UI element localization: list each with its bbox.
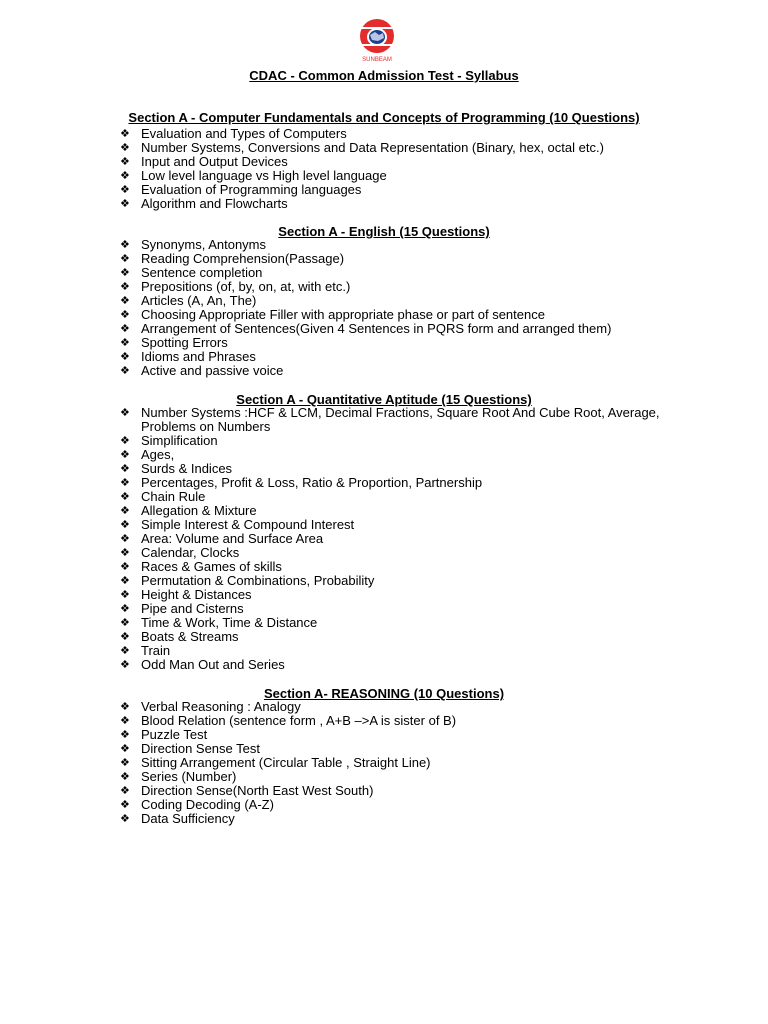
page-title: CDAC - Common Admission Test - Syllabus bbox=[249, 68, 519, 83]
list-item: ❖ Spotting Errors bbox=[120, 335, 228, 350]
bullet-icon: ❖ bbox=[120, 407, 130, 419]
bullet-icon: ❖ bbox=[120, 603, 130, 615]
bullet-icon: ❖ bbox=[120, 813, 130, 825]
bullet-icon: ❖ bbox=[120, 505, 130, 517]
list-item: ❖ Direction Sense(North East West South) bbox=[120, 783, 374, 798]
bullet-icon: ❖ bbox=[120, 142, 130, 154]
bullet-icon: ❖ bbox=[120, 323, 130, 335]
section-heading: Section A- REASONING (10 Questions) bbox=[263, 686, 505, 701]
sunbeam-logo bbox=[359, 16, 399, 64]
list-item: ❖ Active and passive voice bbox=[120, 363, 284, 378]
list-item: ❖ Prepositions (of, by, on, at, with etc.) bbox=[120, 279, 351, 294]
bullet-icon: ❖ bbox=[120, 128, 130, 140]
bullet-icon: ❖ bbox=[120, 701, 130, 713]
list-item: ❖ Articles (A, An, The) bbox=[120, 293, 257, 308]
section-list bbox=[120, 127, 680, 211]
list-item: ❖ Coding Decoding (A-Z) bbox=[120, 797, 274, 812]
list-item: ❖ Idioms and Phrases bbox=[120, 349, 256, 364]
list-item: ❖ Simple Interest & Compound Interest bbox=[120, 517, 355, 532]
bullet-icon: ❖ bbox=[120, 533, 130, 545]
bullet-icon: ❖ bbox=[120, 757, 130, 769]
bullet-icon: ❖ bbox=[120, 435, 130, 447]
list-item: ❖ Verbal Reasoning : Analogy bbox=[120, 699, 301, 714]
bullet-icon: ❖ bbox=[120, 575, 130, 587]
list-item: ❖ Low level language vs High level language bbox=[120, 168, 387, 183]
list-item: ❖ Time & Work, Time & Distance bbox=[120, 615, 318, 630]
list-item: ❖ Surds & Indices bbox=[120, 461, 233, 476]
bullet-icon: ❖ bbox=[120, 771, 130, 783]
list-item: ❖ Evaluation of Programming languages bbox=[120, 182, 362, 197]
bullet-icon: ❖ bbox=[120, 295, 130, 307]
list-item: ❖ Sitting Arrangement (Circular Table , Straight Line) bbox=[120, 755, 431, 770]
section-heading: Section A - Quantitative Aptitude (15 Questions) bbox=[236, 392, 532, 407]
bullet-icon: ❖ bbox=[120, 743, 130, 755]
list-item: ❖ Simplification bbox=[120, 433, 218, 448]
list-item: ❖ Reading Comprehension(Passage) bbox=[120, 251, 345, 266]
list-item: ❖ Permutation & Combinations, Probability bbox=[120, 573, 375, 588]
list-item: ❖ Pipe and Cisterns bbox=[120, 601, 244, 616]
list-item: ❖ Number Systems, Conversions and Data Representation (Binary, hex, octal etc.) bbox=[120, 140, 604, 155]
bullet-icon: ❖ bbox=[120, 253, 130, 265]
list-item: ❖ Boats & Streams bbox=[120, 629, 239, 644]
list-item: ❖ Series (Number) bbox=[120, 769, 237, 784]
list-item: ❖ Ages, bbox=[120, 447, 175, 462]
bullet-icon: ❖ bbox=[120, 170, 130, 182]
logo-text: SUNBEAM bbox=[362, 57, 392, 63]
list-item: ❖ Odd Man Out and Series bbox=[120, 657, 285, 672]
bullet-icon: ❖ bbox=[120, 729, 130, 741]
bullet-icon: ❖ bbox=[120, 617, 130, 629]
section-list bbox=[120, 238, 680, 378]
bullet-icon: ❖ bbox=[120, 351, 130, 363]
logo-icon bbox=[359, 16, 399, 64]
bullet-icon: ❖ bbox=[120, 799, 130, 811]
list-item: ❖ Choosing Appropriate Filler with appropriate phase or part of sentence bbox=[120, 307, 545, 322]
list-item: ❖ Direction Sense Test bbox=[120, 741, 260, 756]
bullet-icon: ❖ bbox=[120, 281, 130, 293]
list-item: ❖ Synonyms, Antonyms bbox=[120, 237, 266, 252]
list-item: ❖ Data Sufficiency bbox=[120, 811, 235, 826]
bullet-icon: ❖ bbox=[120, 239, 130, 251]
bullet-icon: ❖ bbox=[120, 477, 130, 489]
bullet-icon: ❖ bbox=[120, 267, 130, 279]
bullet-icon: ❖ bbox=[120, 645, 130, 657]
bullet-icon: ❖ bbox=[120, 785, 130, 797]
section-heading: Section A - English (15 Questions) bbox=[278, 224, 490, 239]
bullet-icon: ❖ bbox=[120, 715, 130, 727]
list-item: ❖ Height & Distances bbox=[120, 587, 252, 602]
bullet-icon: ❖ bbox=[120, 184, 130, 196]
list-item: ❖ Arrangement of Sentences(Given 4 Sentences in PQRS form and arranged them) bbox=[120, 321, 612, 336]
bullet-icon: ❖ bbox=[120, 463, 130, 475]
bullet-icon: ❖ bbox=[120, 365, 130, 377]
list-item: ❖ Train bbox=[120, 643, 171, 658]
bullet-icon: ❖ bbox=[120, 561, 130, 573]
bullet-icon: ❖ bbox=[120, 631, 130, 643]
list-item: ❖ Calendar, Clocks bbox=[120, 545, 240, 560]
section-list bbox=[120, 700, 680, 826]
section-list bbox=[120, 406, 680, 672]
bullet-icon: ❖ bbox=[120, 547, 130, 559]
bullet-icon: ❖ bbox=[120, 519, 130, 531]
bullet-icon: ❖ bbox=[120, 309, 130, 321]
list-item: ❖ Sentence completion bbox=[120, 265, 263, 280]
list-item: ❖ Algorithm and Flowcharts bbox=[120, 196, 288, 211]
list-item: ❖ Puzzle Test bbox=[120, 727, 208, 742]
list-item: ❖ Races & Games of skills bbox=[120, 559, 282, 574]
bullet-icon: ❖ bbox=[120, 491, 130, 503]
bullet-icon: ❖ bbox=[120, 659, 130, 671]
bullet-icon: ❖ bbox=[120, 156, 130, 168]
list-item: ❖ Input and Output Devices bbox=[120, 154, 288, 169]
bullet-icon: ❖ bbox=[120, 589, 130, 601]
list-item: ❖ Evaluation and Types of Computers bbox=[120, 126, 347, 141]
bullet-icon: ❖ bbox=[120, 198, 130, 210]
bullet-icon: ❖ bbox=[120, 337, 130, 349]
list-item: ❖ Area: Volume and Surface Area bbox=[120, 531, 324, 546]
list-item: ❖ Chain Rule bbox=[120, 489, 206, 504]
list-item: ❖ Allegation & Mixture bbox=[120, 503, 257, 518]
list-item: ❖ Percentages, Profit & Loss, Ratio & Proportion, Partnership bbox=[120, 475, 483, 490]
list-item: ❖ Number Systems :HCF & LCM, Decimal Fractions, Square Root And Cube Root, Average, Problems on Numbers bbox=[120, 405, 660, 434]
list-item: ❖ Blood Relation (sentence form , A+B –>A is sister of B) bbox=[120, 713, 457, 728]
bullet-icon: ❖ bbox=[120, 449, 130, 461]
section-heading: Section A - Computer Fundamentals and Concepts of Programming (10 Questions) bbox=[128, 110, 640, 125]
